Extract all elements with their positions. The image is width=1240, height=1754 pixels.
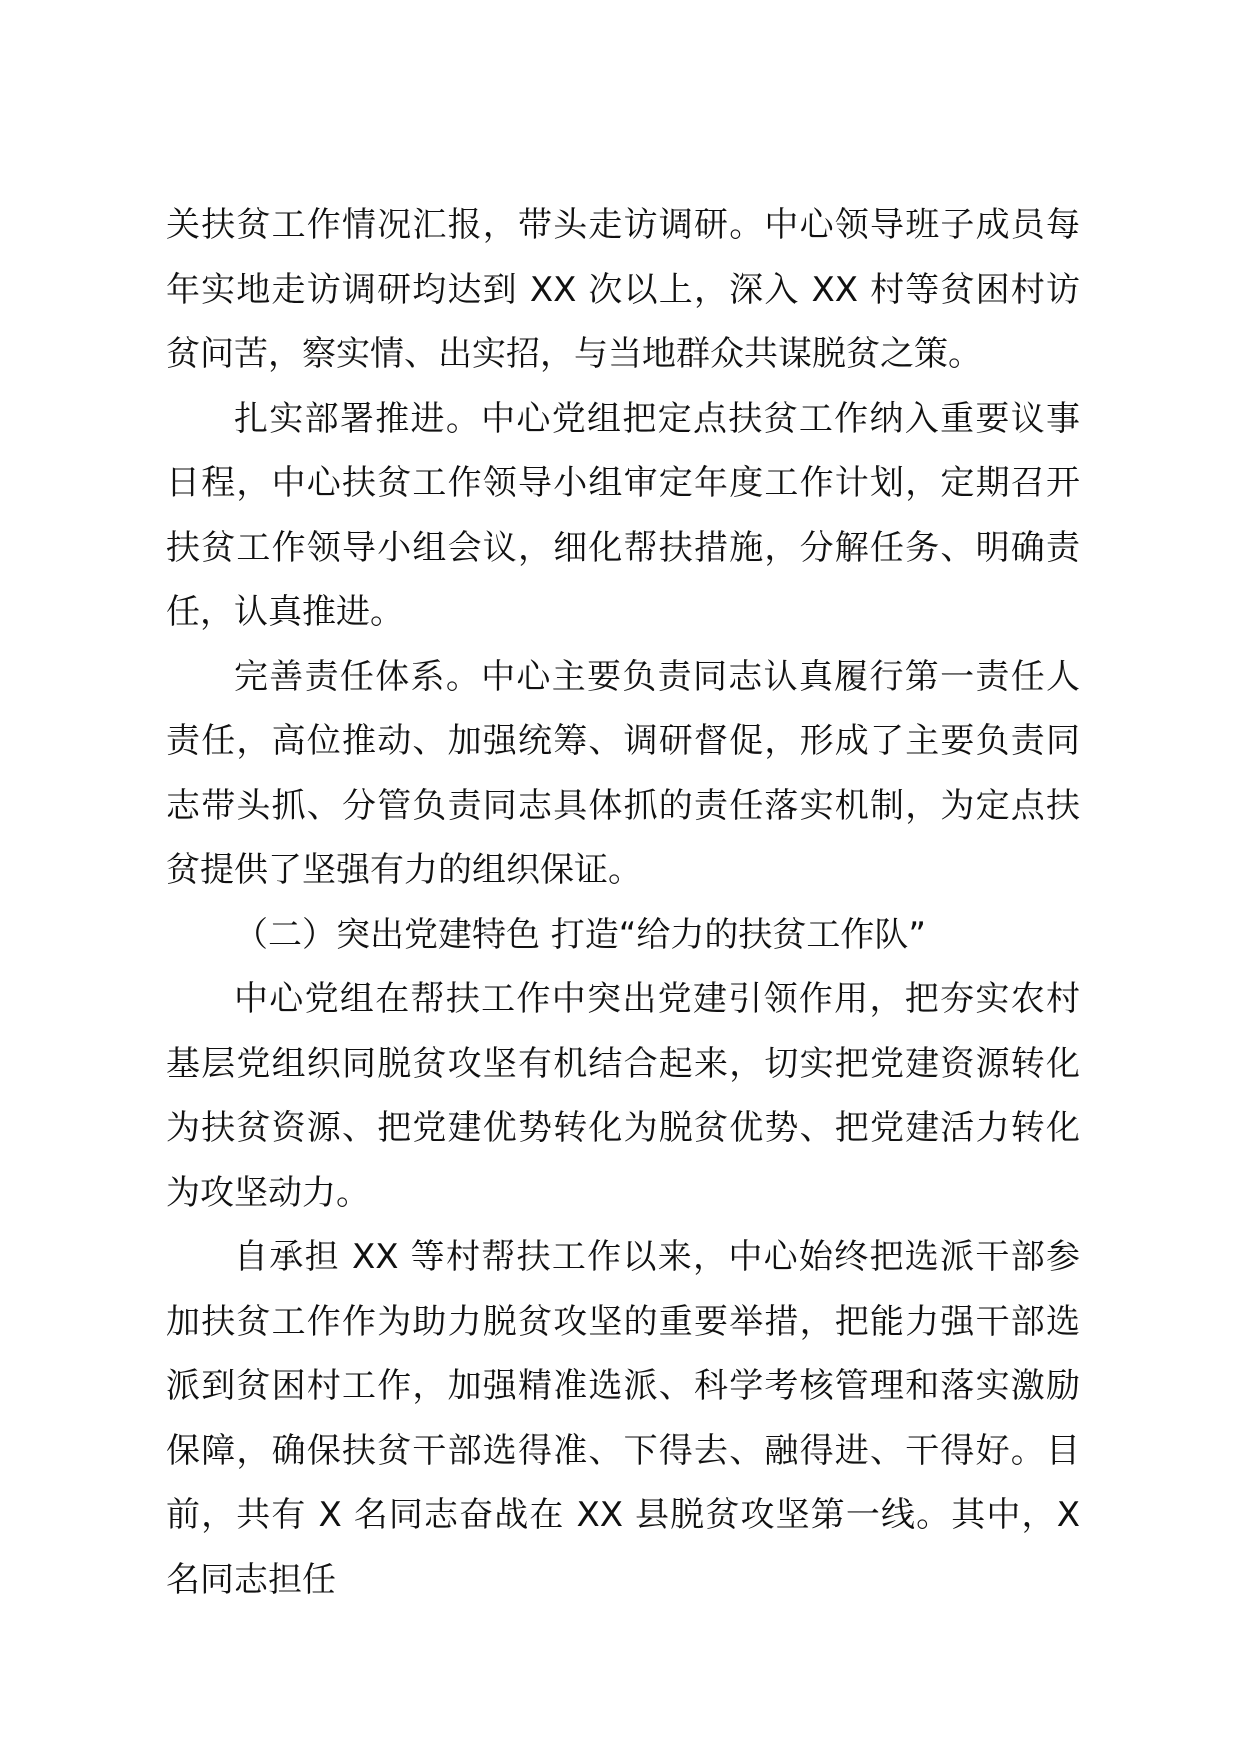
paragraph-responsibility: 完善责任体系。中心主要负责同志认真履行第一责任人责任，高位推动、加强统筹、调研督促，形成了主要负责同志带头抓、分管负责同志具体抓的责任落实机制，为定点扶贫提供了坚强有力的组织保证。 [166,656,1080,890]
paragraph-continued: 关扶贫工作情况汇报，带头走访调研。中心领导班子成员每年实地走访调研均达到 XX 次以上，深入 XX 村等贫困村访贫问苦，察实情、出实招，与当地群众共谋脱贫之策。 [166,205,1080,374]
document-body [166,193,1080,1612]
paragraph-cadres: 自承担 XX 等村帮扶工作以来，中心始终把选派干部参加扶贫工作作为助力脱贫攻坚的重要举措，把能力强干部选派到贫困村工作，加强精准选派、科学考核管理和落实激励保障，确保扶贫干部选得准、下得去、融得进、干得好。目前，共有 X 名同志奋战在 XX 县脱贫攻坚第一线。其中，X 名同志担任 [166,1237,1080,1600]
paragraph-deployment: 扎实部署推进。中心党组把定点扶贫工作纳入重要议事日程，中心扶贫工作领导小组审定年度工作计划，定期召开扶贫工作领导小组会议，细化帮扶措施，分解任务、明确责任，认真推进。 [166,398,1080,632]
paragraph-party-building: 中心党组在帮扶工作中突出党建引领作用，把夯实农村基层党组织同脱贫攻坚有机结合起来，切实把党建资源转化为扶贫资源、把党建优势转化为脱贫优势、把党建活力转化为攻坚动力。 [166,979,1080,1213]
section-heading: （二）突出党建特色 打造“给力的扶贫工作队” [234,914,927,955]
